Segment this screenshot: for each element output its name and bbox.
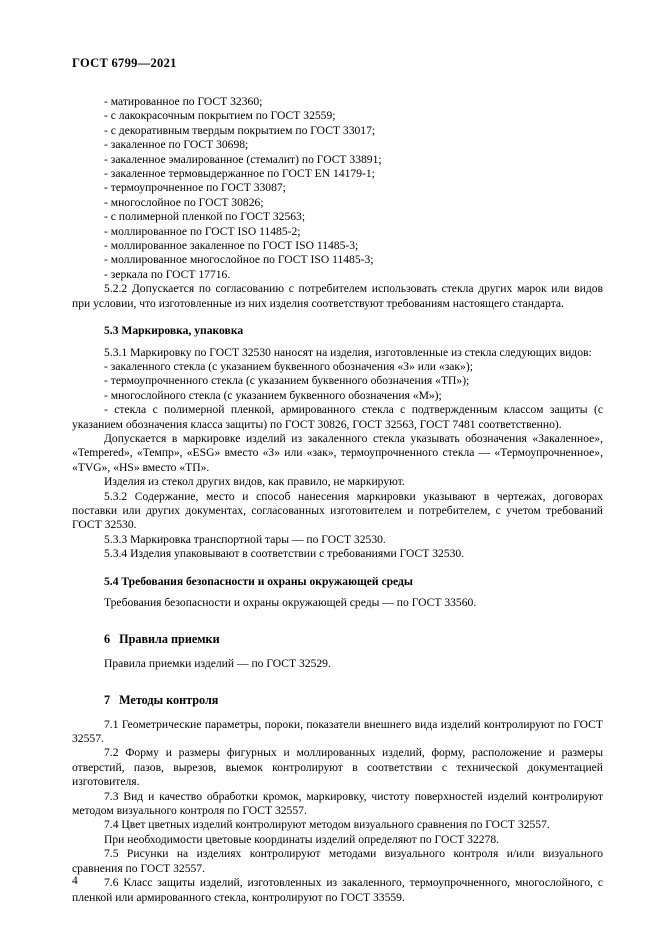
list-item: - с полимерной пленкой по ГОСТ 32563; <box>104 210 306 224</box>
list-item: - с лакокрасочным покрытием по ГОСТ 32559; <box>104 109 336 123</box>
list-item: - закаленное по ГОСТ 30698; <box>104 138 249 152</box>
clause-7-3: 7.3 Вид и качество обработки кромок, маркировку, чистоту поверхностей изделий контролируют методом визуального контроля по ГОСТ 32557. <box>72 789 603 818</box>
clause-7-6: 7.6 Класс защиты изделий, изготовленных из закаленного, термоупрочненного, многослойного, с пленкой или армированного стекла, контролируют по ГОСТ 33559. <box>72 876 603 904</box>
list-item: - моллированное многослойное по ГОСТ ISO 11485-3; <box>104 253 374 267</box>
list-item: - зеркала по ГОСТ 17716. <box>104 267 231 281</box>
clause-7-4-note: При необходимости цветовые координаты изделий определяют по ГОСТ 32278. <box>104 832 500 846</box>
page-title: ГОСТ 6799—2021 <box>72 56 177 70</box>
list-item: - закаленное термовыдержанное по ГОСТ EN 14179-1; <box>104 167 375 181</box>
clause-5-4: Требования безопасности и охраны окружающей среды — по ГОСТ 33560. <box>104 596 477 609</box>
list-item: - с декоративным твердым покрытием по ГОСТ 33017; <box>104 123 376 137</box>
clause-6: Правила приемки изделий — по ГОСТ 32529. <box>104 656 331 670</box>
section-7-number: 7 <box>104 693 111 708</box>
clause-5-3-1-note: Допускается в маркировке изделий из закаленного стекла указывать обозначения «Закаленное», «Tempered», «Темпр», «ESG» вместо «З» или «зак», термоупрочненного стекла — «Термоупрочненное», «TVG», «HS» вместо «ТП». <box>72 431 603 474</box>
clause-7-5: 7.5 Рисунки на изделиях контролируют методами визуального контроля и/или визуального сравнения по ГОСТ 32557. <box>72 847 603 875</box>
clause-5-3-2: 5.3.2 Содержание, место и способ нанесения маркировки указывают в чертежах, договорах поставки или других документах, согласованных изготовителем и потребителем, с учетом требований ГОСТ 32530. <box>72 489 603 532</box>
list-item: - закаленное эмалированное (стемалит) по ГОСТ 33891; <box>104 152 382 166</box>
list-item: - моллированное по ГОСТ ISO 11485-2; <box>104 224 301 238</box>
heading-5-4: 5.4 Требования безопасности и охраны окружающей среды <box>104 574 413 588</box>
section-6-number: 6 <box>104 632 111 647</box>
heading-section-6 <box>72 632 603 646</box>
page-number: 4 <box>72 875 78 887</box>
heading-5-3: 5.3 Маркировка, упаковка <box>104 324 244 338</box>
clause-5-3-1: 5.3.1 Маркировку по ГОСТ 32530 наносят на изделия, изготовленные из стекла следующих видов: <box>104 345 592 359</box>
list-item: - термоупрочненное по ГОСТ 33087; <box>104 181 286 195</box>
clause-5-2-2: 5.2.2 Допускается по согласованию с потребителем использовать стекла других марок или видов при условии, что изготовленные из них изделия соответствуют требованиям настоящего стандарта. <box>72 282 603 310</box>
document-body <box>72 95 603 905</box>
list-item: - моллированное закаленное по ГОСТ ISO 11485-3; <box>104 239 359 253</box>
clause-5-3-3: 5.3.3 Маркировка транспортной тары — по ГОСТ 32530. <box>104 532 386 546</box>
clause-7-2: 7.2 Форму и размеры фигурных и моллированных изделий, форму, расположение и размеры отверстий, пазов, вырезов, выемок контролируют в соответствии с технической документацией изготовителя. <box>72 746 603 789</box>
heading-section-7 <box>72 693 603 707</box>
list-item: - матированное по ГОСТ 32360; <box>104 95 263 108</box>
list-item: - многослойное по ГОСТ 30826; <box>104 195 264 209</box>
clause-7-4: 7.4 Цвет цветных изделий контролируют методом визуального сравнения по ГОСТ 32557. <box>104 818 550 832</box>
clause-7-1: 7.1 Геометрические параметры, пороки, показатели внешнего вида изделий контролируют по ГОСТ 32557. <box>72 717 603 746</box>
clause-5-3-1-item-d: - стекла с полимерной пленкой, армированного стекла с подтвержденным классом защиты (с указанием обозначения класса защиты) по ГОСТ 30826, ГОСТ 32563, ГОСТ 7481 соответственно). <box>72 403 603 431</box>
section-7-title: Методы контроля <box>119 693 219 708</box>
clause-5-3-1-note-2: Изделия из стекол других видов, как правило, не маркируют. <box>104 475 405 489</box>
clause-5-3-4: 5.3.4 Изделия упаковывают в соответствии с требованиями ГОСТ 32530. <box>104 547 465 561</box>
list-item: - термоупрочненного стекла (с указанием буквенного обозначения «ТП»); <box>104 374 470 388</box>
list-item: - закаленного стекла (с указанием буквенного обозначения «З» или «зак»); <box>104 359 473 373</box>
list-item: - многослойного стекла (с указанием буквенного обозначения «М»); <box>104 388 442 402</box>
section-6-title: Правила приемки <box>119 632 220 647</box>
